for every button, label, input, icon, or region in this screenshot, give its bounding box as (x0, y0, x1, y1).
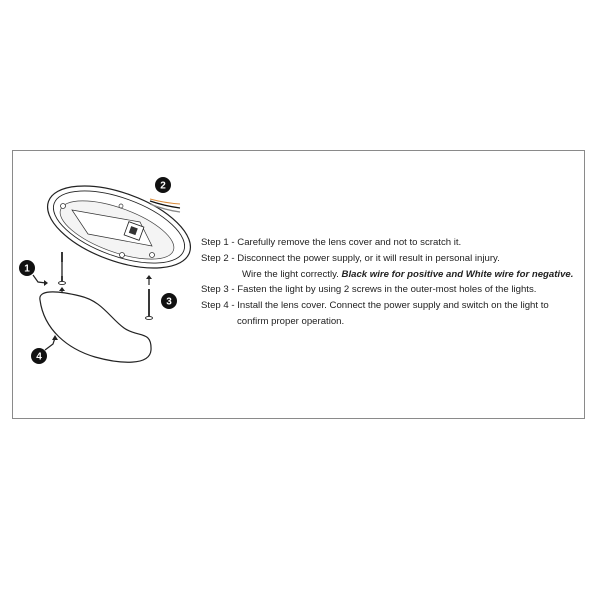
instruction-steps (201, 235, 591, 330)
screw-right (146, 289, 153, 320)
arrow-up-right-icon (146, 275, 152, 285)
arrow-down-right-icon (33, 275, 48, 286)
step-2-wire-note: Black wire for positive and White wire for negative. (341, 268, 574, 280)
badge-4 (31, 348, 47, 364)
fixture-hole-top (119, 204, 123, 208)
step-2-continuation-plain: Wire the light correctly. (242, 268, 342, 280)
screw-left (59, 252, 66, 285)
step-2-text: Step 2 - Disconnect the power supply, or it will result in personal injury. (201, 252, 500, 264)
badge-2 (155, 177, 171, 193)
fixture-hole-right (150, 253, 155, 258)
lens-cover (40, 292, 151, 362)
step-1-text: Step 1 - Carefully remove the lens cover and not to scratch it. (201, 237, 462, 248)
step-2-continuation (201, 267, 591, 283)
step-4-text: Step 4 - Install the lens cover. Connect the power supply and switch on the light to (201, 300, 549, 312)
step-4-continuation: confirm proper operation. (237, 315, 345, 327)
badge-4-label: 4 (36, 351, 42, 363)
badge-3 (161, 293, 177, 309)
fixture-hole-mid (120, 253, 125, 258)
wire-orange (150, 199, 180, 204)
badge-2-label: 2 (160, 180, 166, 192)
badge-1-label: 1 (24, 263, 30, 275)
badge-3-label: 3 (166, 296, 172, 308)
step-3-text: Step 3 - Fasten the light by using 2 screws in the outer-most holes of the lights. (201, 284, 537, 296)
arrow-up-right-pointer-icon (45, 335, 58, 350)
fixture-hole-left (61, 204, 66, 209)
badge-1 (19, 260, 35, 276)
